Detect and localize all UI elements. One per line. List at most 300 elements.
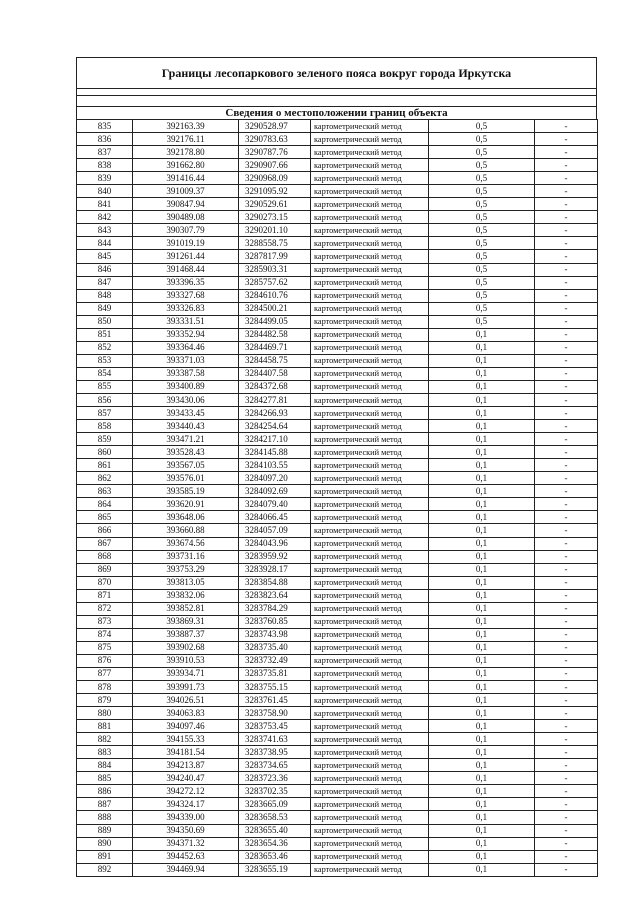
table-row — [77, 511, 598, 524]
note-cell: - — [535, 746, 598, 759]
note-cell: - — [535, 811, 598, 824]
y-coordinate-cell: 3290907.66 — [239, 159, 311, 172]
point-number-cell: 870 — [77, 576, 133, 589]
x-coordinate-cell: 393567.05 — [133, 459, 239, 472]
table-row — [77, 420, 598, 433]
x-coordinate-cell: 394097.46 — [133, 720, 239, 733]
x-coordinate-cell: 393813.05 — [133, 576, 239, 589]
table-row — [77, 446, 598, 459]
y-coordinate-cell: 3283654.36 — [239, 837, 311, 850]
point-number-cell: 835 — [77, 120, 133, 133]
section-subtitle: Сведения о местоположении границ объекта — [76, 106, 597, 119]
accuracy-cell: 0,1 — [429, 550, 535, 563]
method-cell: картометрический метод — [311, 563, 429, 576]
note-cell: - — [535, 850, 598, 863]
method-cell: картометрический метод — [311, 393, 429, 406]
point-number-cell: 879 — [77, 694, 133, 707]
point-number-cell: 889 — [77, 824, 133, 837]
table-row — [77, 237, 598, 250]
note-cell: - — [535, 328, 598, 341]
table-row — [77, 641, 598, 654]
x-coordinate-cell: 393753.29 — [133, 563, 239, 576]
accuracy-cell: 0,5 — [429, 211, 535, 224]
x-coordinate-cell: 393528.43 — [133, 446, 239, 459]
accuracy-cell: 0,1 — [429, 615, 535, 628]
method-cell: картометрический метод — [311, 172, 429, 185]
y-coordinate-cell: 3290273.15 — [239, 211, 311, 224]
point-number-cell: 859 — [77, 433, 133, 446]
table-row — [77, 146, 598, 159]
table-row — [77, 837, 598, 850]
y-coordinate-cell: 3283723.36 — [239, 772, 311, 785]
accuracy-cell: 0,5 — [429, 289, 535, 302]
y-coordinate-cell: 3290968.09 — [239, 172, 311, 185]
method-cell: картометрический метод — [311, 237, 429, 250]
table-row — [77, 667, 598, 680]
point-number-cell: 851 — [77, 328, 133, 341]
table-row — [77, 459, 598, 472]
table-row — [77, 472, 598, 485]
y-coordinate-cell: 3283755.15 — [239, 681, 311, 694]
y-coordinate-cell: 3283761.45 — [239, 694, 311, 707]
x-coordinate-cell: 393585.19 — [133, 485, 239, 498]
accuracy-cell: 0,1 — [429, 837, 535, 850]
note-cell: - — [535, 185, 598, 198]
y-coordinate-cell: 3284469.71 — [239, 341, 311, 354]
x-coordinate-cell: 390489.08 — [133, 211, 239, 224]
table-row — [77, 250, 598, 263]
note-cell: - — [535, 863, 598, 876]
table-row — [77, 798, 598, 811]
accuracy-cell: 0,1 — [429, 446, 535, 459]
method-cell: картометрический метод — [311, 654, 429, 667]
x-coordinate-cell: 393832.06 — [133, 589, 239, 602]
point-number-cell: 871 — [77, 589, 133, 602]
accuracy-cell: 0,1 — [429, 654, 535, 667]
accuracy-cell: 0,1 — [429, 524, 535, 537]
accuracy-cell: 0,5 — [429, 159, 535, 172]
accuracy-cell: 0,1 — [429, 798, 535, 811]
table-row — [77, 224, 598, 237]
accuracy-cell: 0,1 — [429, 485, 535, 498]
point-number-cell: 882 — [77, 733, 133, 746]
note-cell: - — [535, 380, 598, 393]
table-row — [77, 133, 598, 146]
accuracy-cell: 0,1 — [429, 328, 535, 341]
method-cell: картометрический метод — [311, 341, 429, 354]
table-row — [77, 498, 598, 511]
point-number-cell: 886 — [77, 785, 133, 798]
y-coordinate-cell: 3283959.92 — [239, 550, 311, 563]
accuracy-cell: 0,1 — [429, 667, 535, 680]
table-row — [77, 550, 598, 563]
note-cell: - — [535, 720, 598, 733]
note-cell: - — [535, 785, 598, 798]
point-number-cell: 836 — [77, 133, 133, 146]
point-number-cell: 852 — [77, 341, 133, 354]
table-row — [77, 615, 598, 628]
y-coordinate-cell: 3284057.09 — [239, 524, 311, 537]
note-cell: - — [535, 407, 598, 420]
method-cell: картометрический метод — [311, 837, 429, 850]
method-cell: картометрический метод — [311, 276, 429, 289]
note-cell: - — [535, 120, 598, 133]
table-row — [77, 433, 598, 446]
x-coordinate-cell: 393326.83 — [133, 302, 239, 315]
y-coordinate-cell: 3283784.29 — [239, 602, 311, 615]
accuracy-cell: 0,5 — [429, 172, 535, 185]
table-row — [77, 811, 598, 824]
x-coordinate-cell: 393430.06 — [133, 393, 239, 406]
table-row — [77, 407, 598, 420]
point-number-cell: 874 — [77, 628, 133, 641]
table-row — [77, 850, 598, 863]
point-number-cell: 884 — [77, 759, 133, 772]
note-cell: - — [535, 694, 598, 707]
method-cell: картометрический метод — [311, 681, 429, 694]
method-cell: картометрический метод — [311, 159, 429, 172]
point-number-cell: 854 — [77, 367, 133, 380]
note-cell: - — [535, 172, 598, 185]
y-coordinate-cell: 3283760.85 — [239, 615, 311, 628]
table-row — [77, 185, 598, 198]
point-number-cell: 839 — [77, 172, 133, 185]
table-row — [77, 172, 598, 185]
table-row — [77, 654, 598, 667]
x-coordinate-cell: 394324.17 — [133, 798, 239, 811]
note-cell: - — [535, 759, 598, 772]
method-cell: картометрический метод — [311, 746, 429, 759]
method-cell: картометрический метод — [311, 720, 429, 733]
note-cell: - — [535, 641, 598, 654]
table-row — [77, 681, 598, 694]
table-row — [77, 707, 598, 720]
point-number-cell: 838 — [77, 159, 133, 172]
x-coordinate-cell: 393396.35 — [133, 276, 239, 289]
accuracy-cell: 0,5 — [429, 120, 535, 133]
table-row — [77, 120, 598, 133]
note-cell: - — [535, 550, 598, 563]
point-number-cell: 860 — [77, 446, 133, 459]
note-cell: - — [535, 367, 598, 380]
method-cell: картометрический метод — [311, 628, 429, 641]
x-coordinate-cell: 391468.44 — [133, 263, 239, 276]
x-coordinate-cell: 394181.54 — [133, 746, 239, 759]
table-row — [77, 733, 598, 746]
method-cell: картометрический метод — [311, 641, 429, 654]
x-coordinate-cell: 393852.81 — [133, 602, 239, 615]
accuracy-cell: 0,1 — [429, 459, 535, 472]
header-spacer-2 — [76, 96, 597, 106]
point-number-cell: 845 — [77, 250, 133, 263]
y-coordinate-cell: 3285757.62 — [239, 276, 311, 289]
accuracy-cell: 0,1 — [429, 863, 535, 876]
accuracy-cell: 0,1 — [429, 602, 535, 615]
y-coordinate-cell: 3284079.40 — [239, 498, 311, 511]
x-coordinate-cell: 393352.94 — [133, 328, 239, 341]
x-coordinate-cell: 393731.16 — [133, 550, 239, 563]
x-coordinate-cell: 393371.03 — [133, 354, 239, 367]
y-coordinate-cell: 3284610.76 — [239, 289, 311, 302]
accuracy-cell: 0,5 — [429, 185, 535, 198]
y-coordinate-cell: 3290528.97 — [239, 120, 311, 133]
table-row — [77, 380, 598, 393]
table-row — [77, 354, 598, 367]
method-cell: картометрический метод — [311, 824, 429, 837]
method-cell: картометрический метод — [311, 733, 429, 746]
accuracy-cell: 0,1 — [429, 498, 535, 511]
point-number-cell: 853 — [77, 354, 133, 367]
point-number-cell: 841 — [77, 198, 133, 211]
point-number-cell: 850 — [77, 315, 133, 328]
method-cell: картометрический метод — [311, 433, 429, 446]
accuracy-cell: 0,5 — [429, 263, 535, 276]
y-coordinate-cell: 3283658.53 — [239, 811, 311, 824]
method-cell: картометрический метод — [311, 785, 429, 798]
point-number-cell: 842 — [77, 211, 133, 224]
accuracy-cell: 0,1 — [429, 641, 535, 654]
note-cell: - — [535, 459, 598, 472]
x-coordinate-cell: 394063.83 — [133, 707, 239, 720]
method-cell: картометрический метод — [311, 420, 429, 433]
table-row — [77, 315, 598, 328]
method-cell: картометрический метод — [311, 367, 429, 380]
point-number-cell: 856 — [77, 393, 133, 406]
method-cell: картометрический метод — [311, 602, 429, 615]
note-cell: - — [535, 289, 598, 302]
table-row — [77, 159, 598, 172]
method-cell: картометрический метод — [311, 211, 429, 224]
table-row — [77, 328, 598, 341]
accuracy-cell: 0,1 — [429, 472, 535, 485]
table-row — [77, 393, 598, 406]
method-cell: картометрический метод — [311, 224, 429, 237]
y-coordinate-cell: 3290783.63 — [239, 133, 311, 146]
table-row — [77, 694, 598, 707]
note-cell: - — [535, 681, 598, 694]
table-row — [77, 785, 598, 798]
y-coordinate-cell: 3284043.96 — [239, 537, 311, 550]
note-cell: - — [535, 589, 598, 602]
y-coordinate-cell: 3283735.81 — [239, 667, 311, 680]
note-cell: - — [535, 576, 598, 589]
accuracy-cell: 0,1 — [429, 746, 535, 759]
method-cell: картометрический метод — [311, 146, 429, 159]
point-number-cell: 872 — [77, 602, 133, 615]
accuracy-cell: 0,1 — [429, 433, 535, 446]
note-cell: - — [535, 224, 598, 237]
accuracy-cell: 0,5 — [429, 237, 535, 250]
y-coordinate-cell: 3284407.58 — [239, 367, 311, 380]
x-coordinate-cell: 393387.58 — [133, 367, 239, 380]
table-row — [77, 720, 598, 733]
method-cell: картометрический метод — [311, 302, 429, 315]
y-coordinate-cell: 3288558.75 — [239, 237, 311, 250]
point-number-cell: 866 — [77, 524, 133, 537]
method-cell: картометрический метод — [311, 459, 429, 472]
point-number-cell: 849 — [77, 302, 133, 315]
point-number-cell: 865 — [77, 511, 133, 524]
y-coordinate-cell: 3284145.88 — [239, 446, 311, 459]
x-coordinate-cell: 391019.19 — [133, 237, 239, 250]
note-cell: - — [535, 485, 598, 498]
method-cell: картометрический метод — [311, 850, 429, 863]
note-cell: - — [535, 798, 598, 811]
point-number-cell: 888 — [77, 811, 133, 824]
accuracy-cell: 0,5 — [429, 250, 535, 263]
table-row — [77, 576, 598, 589]
x-coordinate-cell: 394371.32 — [133, 837, 239, 850]
y-coordinate-cell: 3283653.46 — [239, 850, 311, 863]
point-number-cell: 844 — [77, 237, 133, 250]
point-number-cell: 848 — [77, 289, 133, 302]
accuracy-cell: 0,1 — [429, 628, 535, 641]
method-cell: картометрический метод — [311, 407, 429, 420]
accuracy-cell: 0,1 — [429, 576, 535, 589]
y-coordinate-cell: 3283732.49 — [239, 654, 311, 667]
y-coordinate-cell: 3283735.40 — [239, 641, 311, 654]
method-cell: картометрический метод — [311, 772, 429, 785]
method-cell: картометрический метод — [311, 198, 429, 211]
y-coordinate-cell: 3283823.64 — [239, 589, 311, 602]
accuracy-cell: 0,1 — [429, 563, 535, 576]
method-cell: картометрический метод — [311, 615, 429, 628]
x-coordinate-cell: 391009.37 — [133, 185, 239, 198]
note-cell: - — [535, 511, 598, 524]
point-number-cell: 846 — [77, 263, 133, 276]
note-cell: - — [535, 472, 598, 485]
y-coordinate-cell: 3290529.61 — [239, 198, 311, 211]
point-number-cell: 878 — [77, 681, 133, 694]
note-cell: - — [535, 341, 598, 354]
document-title: Границы лесопаркового зеленого пояса вокруг города Иркутска — [76, 57, 597, 89]
y-coordinate-cell: 3284458.75 — [239, 354, 311, 367]
point-number-cell: 887 — [77, 798, 133, 811]
note-cell: - — [535, 263, 598, 276]
point-number-cell: 858 — [77, 420, 133, 433]
note-cell: - — [535, 628, 598, 641]
table-row — [77, 485, 598, 498]
note-cell: - — [535, 733, 598, 746]
method-cell: картометрический метод — [311, 863, 429, 876]
point-number-cell: 876 — [77, 654, 133, 667]
method-cell: картометрический метод — [311, 263, 429, 276]
y-coordinate-cell: 3284372.68 — [239, 380, 311, 393]
note-cell: - — [535, 276, 598, 289]
method-cell: картометрический метод — [311, 589, 429, 602]
method-cell: картометрический метод — [311, 289, 429, 302]
x-coordinate-cell: 390847.94 — [133, 198, 239, 211]
x-coordinate-cell: 394213.87 — [133, 759, 239, 772]
table-row — [77, 563, 598, 576]
accuracy-cell: 0,1 — [429, 850, 535, 863]
accuracy-cell: 0,5 — [429, 146, 535, 159]
accuracy-cell: 0,1 — [429, 354, 535, 367]
note-cell: - — [535, 237, 598, 250]
note-cell: - — [535, 159, 598, 172]
x-coordinate-cell: 391261.44 — [133, 250, 239, 263]
x-coordinate-cell: 394452.63 — [133, 850, 239, 863]
method-cell: картометрический метод — [311, 446, 429, 459]
accuracy-cell: 0,1 — [429, 380, 535, 393]
accuracy-cell: 0,1 — [429, 589, 535, 602]
method-cell: картометрический метод — [311, 811, 429, 824]
y-coordinate-cell: 3283655.40 — [239, 824, 311, 837]
y-coordinate-cell: 3283655.19 — [239, 863, 311, 876]
table-row — [77, 263, 598, 276]
method-cell: картометрический метод — [311, 667, 429, 680]
y-coordinate-cell: 3290787.76 — [239, 146, 311, 159]
note-cell: - — [535, 146, 598, 159]
y-coordinate-cell: 3284217.10 — [239, 433, 311, 446]
table-row — [77, 602, 598, 615]
point-number-cell: 840 — [77, 185, 133, 198]
table-row — [77, 759, 598, 772]
method-cell: картометрический метод — [311, 485, 429, 498]
x-coordinate-cell: 393991.73 — [133, 681, 239, 694]
x-coordinate-cell: 393440.43 — [133, 420, 239, 433]
x-coordinate-cell: 393331.51 — [133, 315, 239, 328]
x-coordinate-cell: 393576.01 — [133, 472, 239, 485]
table-row — [77, 746, 598, 759]
accuracy-cell: 0,1 — [429, 824, 535, 837]
note-cell: - — [535, 250, 598, 263]
note-cell: - — [535, 707, 598, 720]
method-cell: картометрический метод — [311, 498, 429, 511]
note-cell: - — [535, 824, 598, 837]
table-row — [77, 302, 598, 315]
accuracy-cell: 0,1 — [429, 367, 535, 380]
table-row — [77, 341, 598, 354]
y-coordinate-cell: 3290201.10 — [239, 224, 311, 237]
method-cell: картометрический метод — [311, 328, 429, 341]
accuracy-cell: 0,5 — [429, 315, 535, 328]
table-row — [77, 367, 598, 380]
point-number-cell: 877 — [77, 667, 133, 680]
note-cell: - — [535, 315, 598, 328]
accuracy-cell: 0,5 — [429, 198, 535, 211]
point-number-cell: 868 — [77, 550, 133, 563]
note-cell: - — [535, 772, 598, 785]
accuracy-cell: 0,1 — [429, 720, 535, 733]
x-coordinate-cell: 392176.11 — [133, 133, 239, 146]
table-row — [77, 198, 598, 211]
point-number-cell: 855 — [77, 380, 133, 393]
x-coordinate-cell: 393400.89 — [133, 380, 239, 393]
y-coordinate-cell: 3284500.21 — [239, 302, 311, 315]
method-cell: картометрический метод — [311, 537, 429, 550]
y-coordinate-cell: 3284097.20 — [239, 472, 311, 485]
y-coordinate-cell: 3284103.55 — [239, 459, 311, 472]
accuracy-cell: 0,5 — [429, 133, 535, 146]
accuracy-cell: 0,1 — [429, 811, 535, 824]
x-coordinate-cell: 393660.88 — [133, 524, 239, 537]
y-coordinate-cell: 3285903.31 — [239, 263, 311, 276]
x-coordinate-cell: 394350.69 — [133, 824, 239, 837]
note-cell: - — [535, 420, 598, 433]
x-coordinate-cell: 390307.79 — [133, 224, 239, 237]
note-cell: - — [535, 446, 598, 459]
x-coordinate-cell: 394272.12 — [133, 785, 239, 798]
point-number-cell: 843 — [77, 224, 133, 237]
y-coordinate-cell: 3283734.65 — [239, 759, 311, 772]
note-cell: - — [535, 837, 598, 850]
accuracy-cell: 0,1 — [429, 707, 535, 720]
method-cell: картометрический метод — [311, 524, 429, 537]
method-cell: картометрический метод — [311, 694, 429, 707]
method-cell: картометрический метод — [311, 550, 429, 563]
y-coordinate-cell: 3284499.05 — [239, 315, 311, 328]
